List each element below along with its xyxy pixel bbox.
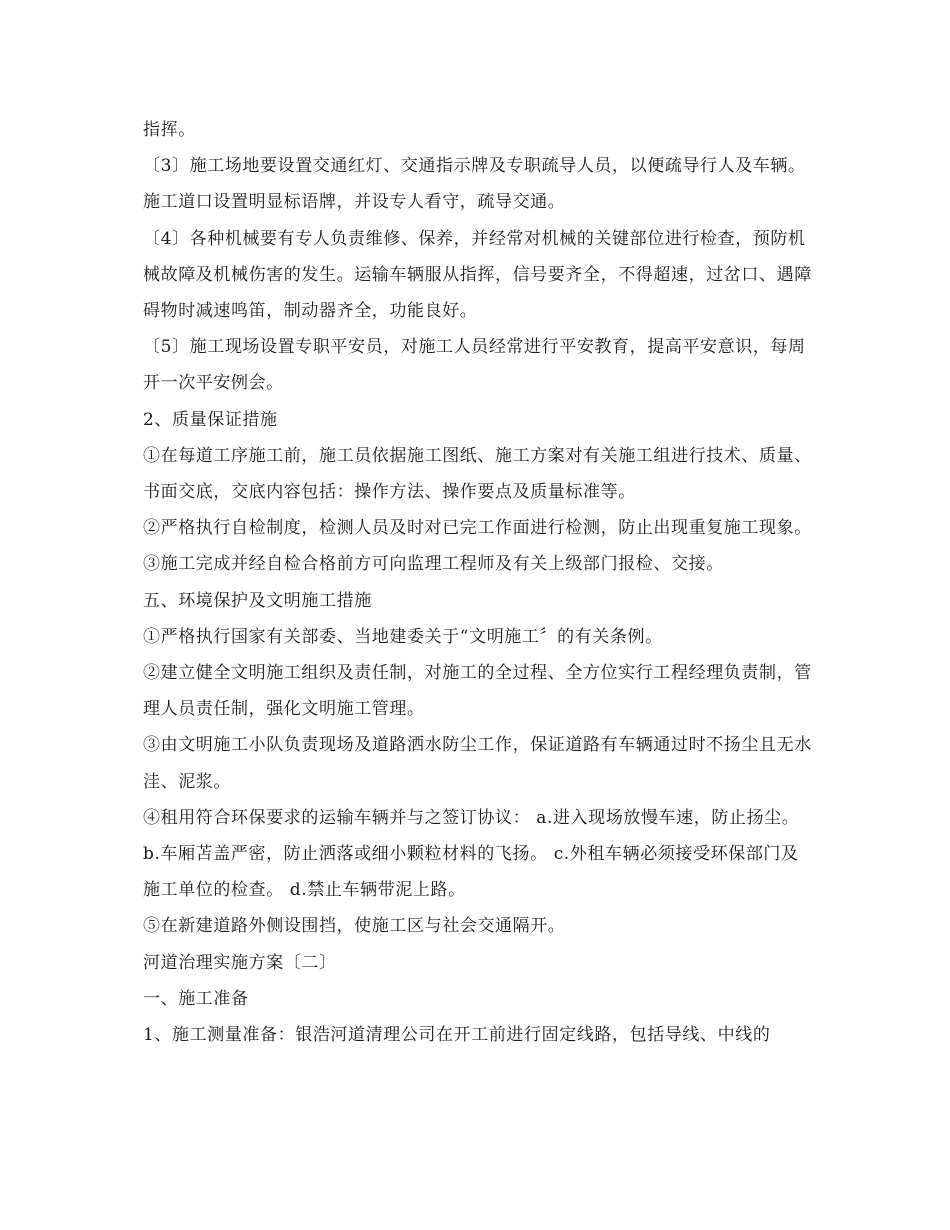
heading-plan-two: 河道治理实施方案〔二〕: [143, 952, 337, 973]
paragraph-civilized-construction-rules: ①严格执行国家有关部委、当地建委关于“文明施工〞的有关条例。: [143, 626, 663, 647]
paragraph-transport-vehicles: ④租用符合环保要求的运输车辆并与之签订协议： a.进入现场放慢车速，防止扬尘。b.车厢苫盖严密，防止洒落或细小颗粒材料的飞扬。 c.外租车辆必须接受环保部门及施工单位的检查。 d.禁止车辆带泥上路。: [143, 807, 800, 901]
heading-environmental-protection: 五、环境保护及文明施工措施: [143, 590, 372, 611]
paragraph-command-end: 指挥。: [143, 120, 196, 140]
heading-construction-preparation: 一、施工准备: [143, 988, 249, 1009]
paragraph-safety-officer: 〔5〕施工现场设置专职平安员，对施工人员经常进行平安教育，提高平安意识，每周开一次平安例会。: [143, 337, 806, 394]
heading-quality-measures: 2、质量保证措施: [143, 409, 278, 430]
paragraph-dust-control: ③由文明施工小队负责现场及道路洒水防尘工作，保证道路有车辆通过时不扬尘且无水洼、泥浆。: [143, 735, 812, 792]
paragraph-responsibility-system: ②建立健全文明施工组织及责任制，对施工的全过程、全方位实行工程经理负责制，管理人员责任制，强化文明施工管理。: [143, 663, 812, 720]
paragraph-self-inspection: ②严格执行自检制度，检测人员及时对已完工作面进行检测，防止出现重复施工现象。③施工完成并经自检合格前方可向监理工程师及有关上级部门报检、交接。: [143, 518, 812, 575]
paragraph-technical-briefing: ①在每道工序施工前，施工员依据施工图纸、施工方案对有关施工组进行技术、质量、书面交底，交底内容包括：操作方法、操作要点及质量标准等。: [143, 445, 812, 503]
paragraph-survey-preparation: 1、施工测量准备：银浩河道清理公司在开工前进行固定线路，包括导线、中线的: [143, 1025, 771, 1046]
document-body: [143, 112, 813, 1053]
paragraph-machinery-maintenance: 〔4〕各种机械要有专人负责维修、保养，并经常对机械的关键部位进行检查，预防机械故障及机械伤害的发生。运输车辆服从指挥，信号要齐全，不得超速，过岔口、遇障碍物时减速鸣笛，制动器齐全，功能良好。: [143, 228, 812, 322]
paragraph-traffic-signals: 〔3〕施工场地要设置交通红灯、交通指示牌及专职疏导人员，以便疏导行人及车辆。施工道口设置明显标语牌，并设专人看守，疏导交通。: [143, 156, 806, 213]
paragraph-enclosure: ⑤在新建道路外侧设围挡，使施工区与社会交通隔开。: [143, 916, 566, 937]
